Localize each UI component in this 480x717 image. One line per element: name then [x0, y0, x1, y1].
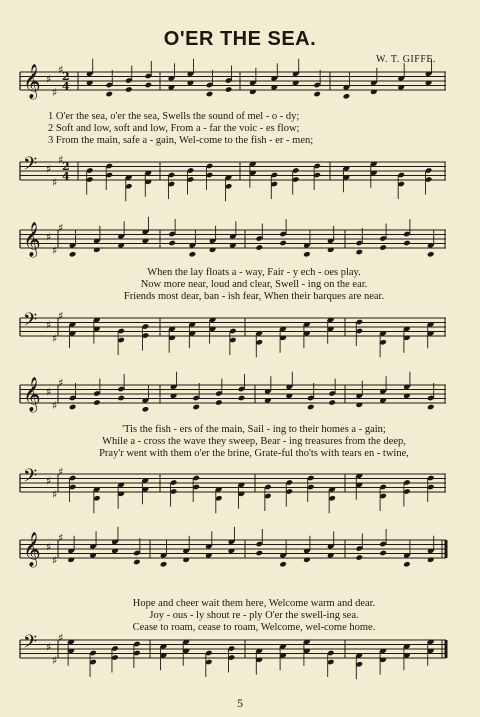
note-head	[93, 399, 101, 406]
note-head	[93, 246, 101, 253]
note-head	[229, 242, 237, 249]
time-signature-top: 2	[62, 70, 70, 83]
lyric-line: When the lay floats a - way, Fair - y ech - oes play.	[147, 267, 361, 278]
note-head	[303, 556, 311, 563]
sharp-icon: ♯	[58, 309, 64, 323]
note-head	[425, 79, 433, 86]
note-head	[228, 547, 236, 554]
lyric-line: Cease to roam, cease to roam, Welcome, wel-come home.	[132, 622, 376, 633]
sharp-icon: ♯	[46, 318, 52, 332]
note-head	[187, 79, 195, 86]
note-head	[264, 397, 272, 404]
note-head	[133, 559, 141, 566]
treble-clef-icon: 𝄞	[23, 222, 41, 257]
note-head	[225, 86, 233, 93]
note-head	[370, 88, 378, 95]
sharp-icon: ♯	[52, 176, 58, 189]
composer-name: W. T. GIFFE.	[376, 54, 436, 65]
note-head	[205, 552, 213, 559]
sharp-icon: ♯	[52, 244, 58, 257]
note-head	[355, 554, 363, 561]
bass-clef-icon: 𝄢	[23, 310, 38, 335]
note-head	[327, 246, 335, 253]
note-head	[105, 91, 113, 98]
note-head	[427, 556, 435, 563]
lyric-line: Pray'r went with them o'er the brine, Grate-ful tho'ts with tears en - twine,	[99, 448, 409, 459]
note-head	[427, 404, 435, 411]
note-head	[125, 86, 133, 93]
note-head	[327, 552, 335, 559]
note-head	[168, 240, 176, 247]
note-head	[279, 240, 287, 247]
note-head	[403, 392, 411, 399]
lyric-line: Joy - ous - ly shout re - ply O'er the swell-ing sea.	[149, 610, 359, 621]
note-head	[355, 249, 363, 256]
note-head	[343, 93, 351, 100]
lyric-line: While a - cross the wave they sweep, Bear - ing treasures from the deep,	[102, 436, 406, 447]
note-head	[215, 399, 223, 406]
sharp-icon: ♯	[58, 631, 64, 645]
note-head	[379, 244, 387, 251]
note-head	[111, 547, 119, 554]
sharp-icon: ♯	[58, 153, 64, 167]
note-head	[209, 246, 217, 253]
note-head	[303, 251, 311, 258]
treble-clef-icon: 𝄞	[23, 64, 41, 99]
sharp-icon: ♯	[52, 654, 58, 667]
note-head	[355, 401, 363, 408]
sharp-icon: ♯	[46, 385, 52, 399]
note-head	[328, 399, 336, 406]
note-head	[189, 251, 197, 258]
note-head	[170, 392, 178, 399]
sharp-icon: ♯	[52, 488, 58, 501]
note-head	[67, 556, 75, 563]
time-signature-bottom: 4	[62, 170, 70, 183]
note-head	[292, 79, 300, 86]
note-head	[142, 406, 150, 413]
treble-clef-icon: 𝄞	[23, 532, 41, 567]
lyric-line: Friends most dear, ban - ish fear, When their barques are near.	[123, 291, 385, 302]
note-head	[117, 242, 125, 249]
sharp-icon: ♯	[58, 531, 64, 545]
sharp-icon: ♯	[46, 230, 52, 244]
note-head	[142, 237, 150, 244]
sharp-icon: ♯	[58, 376, 64, 390]
note-head	[307, 404, 315, 411]
sharp-icon: ♯	[58, 63, 64, 77]
sharp-icon: ♯	[46, 72, 52, 86]
sharp-icon: ♯	[58, 465, 64, 479]
note-head	[160, 561, 168, 568]
note-head	[168, 84, 176, 91]
note-head	[89, 552, 97, 559]
note-head	[249, 88, 257, 95]
note-head	[255, 550, 263, 557]
sharp-icon: ♯	[46, 162, 52, 176]
sharp-icon: ♯	[52, 332, 58, 345]
note-head	[313, 91, 321, 98]
bass-clef-icon: 𝄢	[23, 632, 38, 657]
sharp-icon: ♯	[52, 86, 58, 99]
lyric-line: 3 From the main, safe a - gain, Wel-come to the fish - er - men;	[48, 135, 314, 146]
note-head	[69, 404, 77, 411]
sharp-icon: ♯	[46, 540, 52, 554]
song-title: O'ER THE SEA.	[163, 28, 317, 50]
note-head	[206, 91, 214, 98]
sharp-icon: ♯	[46, 474, 52, 488]
note-head	[144, 82, 152, 89]
note-head	[270, 84, 278, 91]
lyric-line: 'Tis the fish - ers of the main, Sail - ing to their homes a - gain;	[122, 424, 386, 435]
note-head	[427, 251, 435, 258]
sharp-icon: ♯	[52, 399, 58, 412]
lyric-line: Hope and cheer wait them here, Welcome warm and dear.	[132, 598, 376, 609]
page-number: 5	[237, 696, 243, 710]
note-head	[255, 244, 263, 251]
note-head	[403, 561, 411, 568]
note-head	[117, 395, 125, 402]
sharp-icon: ♯	[58, 221, 64, 235]
note-head	[182, 556, 190, 563]
lyric-line: 1 O'er the sea, o'er the sea, Swells the sound of mel - o - dy;	[48, 111, 300, 122]
note-head	[238, 395, 246, 402]
note-head	[397, 84, 405, 91]
note-head	[279, 561, 287, 568]
time-signature-top: 2	[62, 160, 70, 173]
note-head	[86, 79, 94, 86]
note-head	[379, 397, 387, 404]
sharp-icon: ♯	[46, 640, 52, 654]
note-head	[69, 251, 77, 258]
note-head	[379, 550, 387, 557]
treble-clef-icon: 𝄞	[23, 377, 41, 412]
bass-clef-icon: 𝄢	[23, 154, 38, 179]
note-head	[403, 240, 411, 247]
note-head	[192, 404, 200, 411]
sharp-icon: ♯	[52, 554, 58, 567]
note-head	[285, 392, 293, 399]
lyric-line: 2 Soft and low, soft and low, From a - far the voic - es flow;	[48, 123, 300, 134]
lyric-line: Now more near, loud and clear, Swell - ing on the ear.	[140, 279, 368, 290]
time-signature-bottom: 4	[62, 80, 70, 93]
bass-clef-icon: 𝄢	[23, 466, 38, 491]
